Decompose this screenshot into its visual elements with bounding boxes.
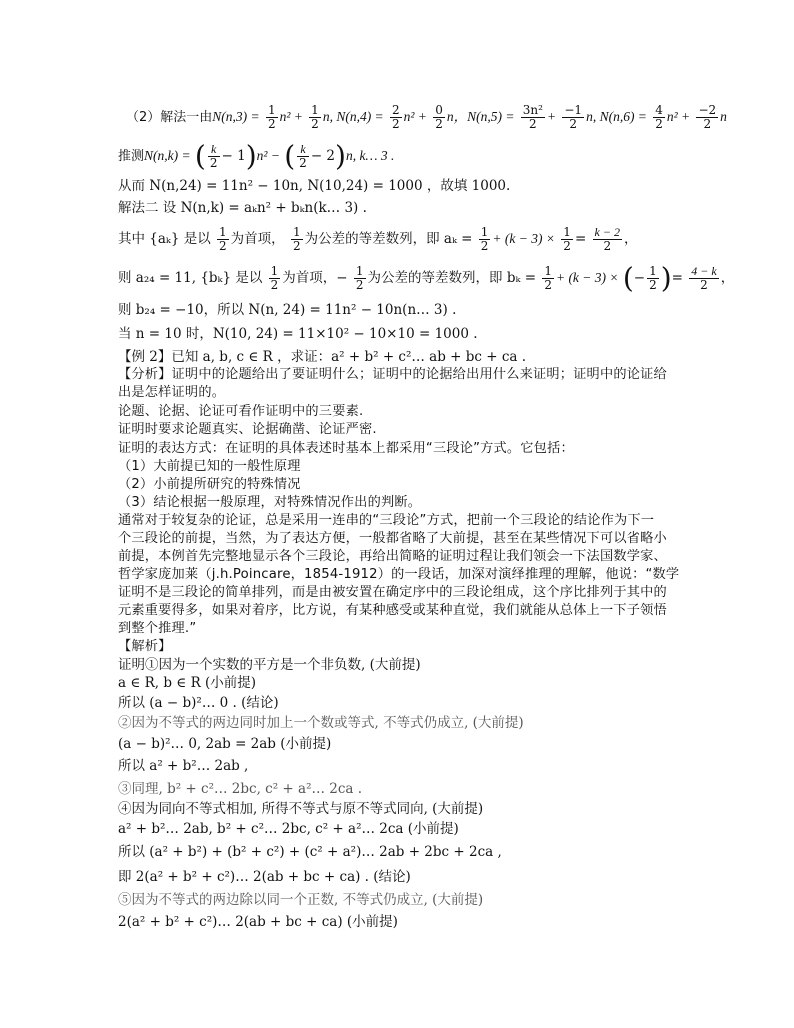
fraction: $\frac{1}{2}$ — [267, 103, 276, 131]
math: N(n,k) = — [144, 148, 191, 163]
paragraph-line-1: 通常对于较复杂的论证，总是采用一连串的“三段论”方式，把前一个三段论的结论作为下一 — [118, 513, 655, 528]
math: n — [720, 109, 727, 124]
line-1 — [126, 104, 727, 131]
math: + (k − 3) × — [492, 231, 555, 246]
math: N(n,3) = — [212, 109, 260, 124]
math: = — [671, 270, 683, 286]
fraction: $\frac{1}{2}$ — [355, 264, 364, 292]
fraction: $\frac{1}{2}$ — [219, 225, 227, 253]
text: 推测 — [118, 149, 145, 164]
text: ， — [720, 270, 735, 286]
line-36: 即 2(a² + b² + c²)… 2(ab + bc + ca) . (结论) — [118, 869, 411, 885]
line-12: 论题、论据、论证可看作证明中的三要素. — [118, 404, 364, 419]
fraction: $\frac{1}{2}$ — [563, 225, 571, 253]
line-4: 解法二 设 N(n,k) = aₖn² + bₖn(k… 3) . — [118, 200, 367, 216]
text: 则 a₂₄ = 11, {bₖ} 是以 — [118, 270, 263, 286]
line-35: 所以 (a² + b²) + (b² + c²) + (c² + a²)… 2ab + 2bc + 2ca , — [118, 844, 502, 860]
math: n, N(n,4) = — [322, 109, 384, 124]
line-28: 所以 (a − b)²… 0 . (结论) — [118, 695, 279, 711]
fraction: $\frac{1}{2}$ — [649, 264, 657, 292]
paragraph-line-4: 哲学家庞加莱（j.h.Poincare，1854-1912）的一段话，加深对演绎推理的理解，他说：“数学 — [118, 567, 680, 582]
math: n, k… 3 . — [345, 148, 395, 163]
text: （2）解法一由 — [126, 110, 213, 125]
solution-heading: 【解析】 — [118, 639, 172, 654]
line-31: 所以 a² + b²… 2ab , — [118, 758, 249, 774]
math: n — [446, 109, 454, 124]
fraction: $\frac{1}{2}$ — [311, 103, 319, 131]
paragraph-line-7: 到整个推理.” — [118, 621, 197, 636]
text: 为公差的等差数列，即 aₖ = — [304, 231, 473, 247]
paragraph-line-5: 证明不是三段论的简单排列，而是由被安置在确定序中的三段论组成，这个序比排列于其中的 — [118, 585, 667, 600]
math: − 1 — [221, 148, 246, 164]
fraction: $\frac{k}{2}$ — [299, 142, 307, 170]
analysis-line-1: 【分析】证明中的论题给出了要证明什么；证明中的论据给出用什么来证明；证明中的论证给 — [118, 367, 667, 382]
line-2: 推测N(n,k) = ( $\frac{k}{2}$ − 1)n² − ( $\frac{k}{2}$ − 2)n, k… 3 . — [118, 139, 395, 173]
math: = — [574, 231, 587, 247]
text: 其中 {aₖ} 是以 — [118, 231, 211, 247]
line-3: 从而 N(n,24) = 11n² − 10n, N(10,24) = 1000 ，故填 1000. — [118, 178, 511, 194]
paragraph-line-6: 元素重要得多，如果对着序，比方说，有某种感受或某种直觉，我们就能从总体上一下子领悟 — [118, 603, 667, 618]
line-15: （1）大前提已知的一般性原理 — [118, 459, 301, 474]
line-8: 当 n = 10 时，N(10, 24) = 11×10² − 10×10 = 1000 . — [118, 326, 478, 342]
example-2-heading: 【例 2】已知 a, b, c ∈ R ，求证：a² + b² + c²… ab + bc + ca . — [118, 349, 527, 365]
line-14: 证明的表达方式：在证明的具体表述时基本上都采用“三段论”方式。它包括： — [118, 441, 574, 456]
math: n² + — [279, 109, 303, 124]
fraction: $\frac{1}{2}$ — [292, 225, 301, 253]
text: 为首项，− — [282, 270, 348, 286]
line-30: (a − b)²… 0, 2ab = 2ab (小前提) — [118, 736, 332, 752]
line-33: ④因为同向不等式相加, 所得不等式与原不等式同向, (大前提) — [118, 801, 484, 817]
paragraph-line-2: 个三段论的前提，当然，为了表达方便，一般都省略了大前提，甚至在某些情况下可以省略小 — [118, 531, 667, 546]
line-7: 则 b₂₄ = −10，所以 N(n, 24) = 11n² − 10n(n… 3) . — [118, 302, 457, 318]
text: ， — [623, 231, 638, 247]
line-27: a ∈ R, b ∈ R (小前提) — [118, 675, 257, 691]
fraction: $\frac{2}{2}$ — [391, 103, 400, 131]
analysis-line-2: 出是怎样证明的。 — [118, 385, 226, 400]
fraction: $\frac{k}{2}$ — [209, 142, 218, 170]
text: 为首项， — [230, 231, 285, 247]
fraction: $\frac{k - 2}{2}$ — [594, 225, 620, 253]
line-6: 则 a₂₄ = 11, {bₖ} 是以 $\frac{1}{2}$ 为首项，− $\frac{1}{2}$ 为公差的等差数列，即 bₖ = $\frac{1}{2}$ + (k − 3) × (− $\frac{1}{2}$ )= $\frac{4 - k}{2}$ ， — [118, 261, 735, 295]
math: − 2 — [310, 148, 336, 164]
line-13: 证明时要求论题真实、论据确凿、论证严密. — [118, 422, 377, 437]
math: + (k − 3) × — [555, 270, 619, 285]
fraction: $\frac{1}{2}$ — [544, 264, 552, 292]
fraction: $\frac{-1}{2}$ — [564, 103, 583, 131]
line-29: ②因为不等式的两边同时加上一个数或等式, 不等式仍成立, (大前提) — [118, 715, 524, 731]
fraction: $\frac{0}{2}$ — [435, 103, 443, 131]
math: n, N(n,6) = — [586, 109, 647, 124]
math: n² + — [666, 109, 691, 124]
line-5 — [118, 226, 637, 253]
line-17: （3）结论根据一般原理，对特殊情况作出的判断。 — [118, 495, 422, 510]
fraction: $\frac{4 - k}{2}$ — [691, 264, 717, 292]
text: 为公差的等差数列，即 bₖ = — [367, 270, 537, 286]
line-38: 2(a² + b² + c²)… 2(ab + bc + ca) (小前提) — [118, 914, 398, 930]
fraction: $\frac{4}{2}$ — [655, 103, 663, 131]
line-26: 证明①因为一个实数的平方是一个非负数, (大前提) — [118, 657, 421, 673]
math: ，N(n,5) = — [453, 109, 515, 124]
line-34: a² + b²… 2ab, b² + c²… 2bc, c² + a²… 2ca (小前提) — [118, 821, 459, 837]
line-16: （2）小前提所研究的特殊情况 — [118, 477, 301, 492]
math: n² − — [256, 148, 280, 163]
line-37: ⑤因为不等式的两边除以同一个正数, 不等式仍成立, (大前提) — [118, 892, 484, 908]
fraction: $\frac{-2}{2}$ — [698, 103, 717, 131]
line-32: ③同理, b² + c²… 2bc, c² + a²… 2ca . — [118, 781, 363, 797]
fraction: $\frac{1}{2}$ — [480, 225, 489, 253]
fraction: $\frac{1}{2}$ — [270, 264, 279, 292]
paragraph-line-3: 前提，本例首先完整地显示各个三段论，再给出简略的证明过程让我们领会一下法国数学家、 — [118, 549, 667, 564]
math: n² + — [403, 109, 427, 124]
fraction: $\frac{\text{3n²}}{2}$ — [522, 103, 543, 131]
math: + — [546, 109, 557, 124]
